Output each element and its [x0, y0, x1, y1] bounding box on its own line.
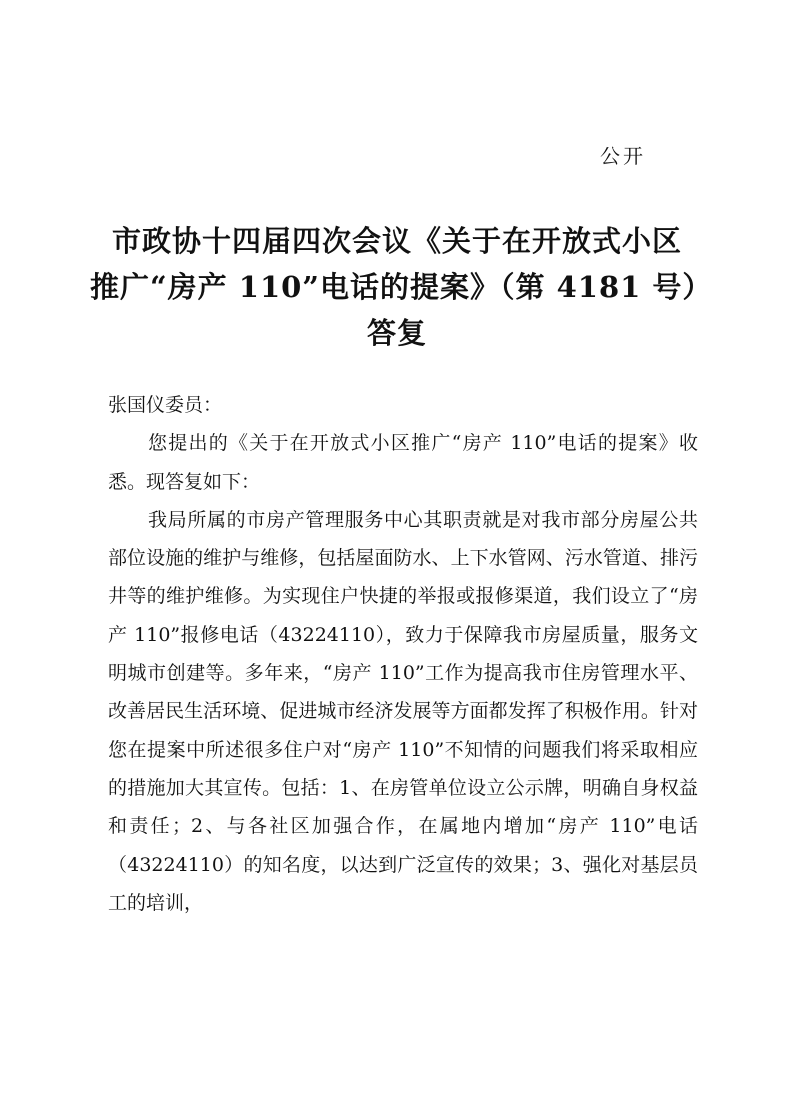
title-line-1: 市政协十四届四次会议《关于在开放式小区	[111, 224, 682, 258]
title-line-2: 推广“房产 110”电话的提案》（第 4181 号）	[90, 270, 713, 304]
document-title	[90, 218, 713, 356]
paragraph-2: 我局所属的市房产管理服务中心其职责就是对我市部分房屋公共部位设施的维护与维修，包括屋面防水、上下水管网、污水管道、排污井等的维护维修。为实现住户快捷的举报或报修渠道，我们设立了“房产 110”报修电话（43224110），致力于保障我市房屋质量，服务文明城市创建等。多年来，“房产 110”工作为提高我市住房管理水平、改善居民生活环境、促进城市经济发展等方面都发挥了积极作用。针对您在提案中所述很多住户对“房产 110”不知情的问题我们将采取相应的措施加大其宣传。包括：1、在房管单位设立公示牌，明确自身权益和责任；2、与各社区加强合作，在属地内增加“房产 110”电话（43224110）的知名度，以达到广泛宣传的效果；3、强化对基层员工的培训，	[108, 508, 698, 914]
title-line-3: 答复	[366, 316, 427, 350]
document-body	[108, 386, 698, 922]
salutation: 张国仪委员：	[108, 394, 223, 416]
paragraph-1: 您提出的《关于在开放式小区推广“房产 110”电话的提案》收悉。现答复如下：	[108, 432, 698, 493]
public-label: 公开	[600, 144, 646, 168]
